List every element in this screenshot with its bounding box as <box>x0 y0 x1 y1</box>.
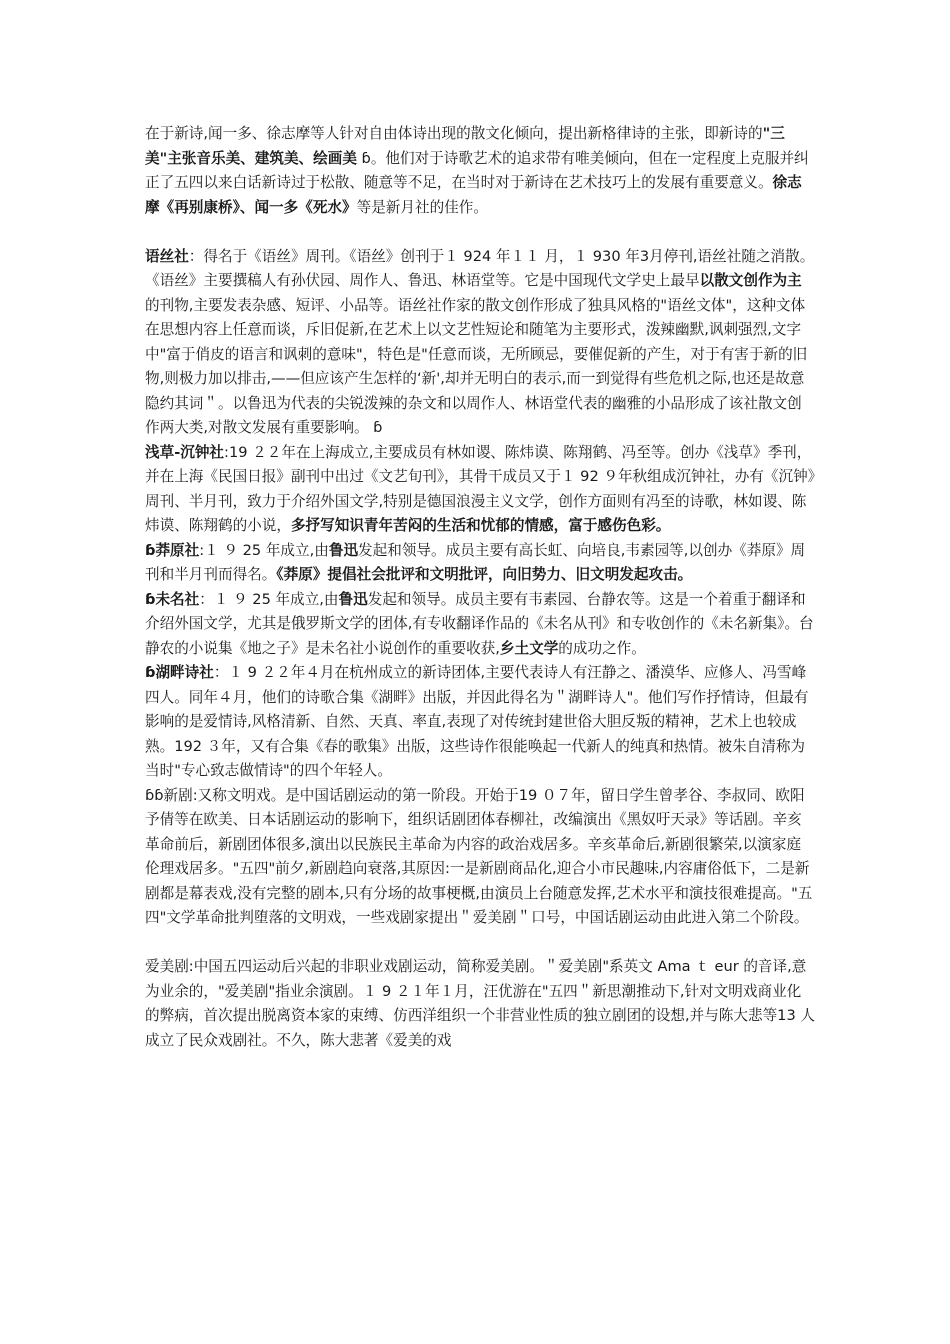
text-run: 发起和领导。成员主要有韦素园、台静农等。这是一个着重于翻译和介绍外国文学，尤其是俄罗斯文学的团体,有专收翻译作品的《未名从刊》和专收创作的《未名新集》。台静农的小说集《地之子》是未名社小说创作的重要收获, <box>145 590 814 657</box>
text-run: 在于新诗,闻一多、徐志摩等人针对自由体诗出现的散文化倾向，提出新格律诗的主张，即新诗的 <box>145 125 763 142</box>
bold-run: 多抒写知识青年苦闷的生活和忧郁的情感，富于感伤色彩。 <box>290 517 671 534</box>
paragraph-yusi <box>145 245 815 441</box>
bold-run: 乡土文学 <box>499 639 559 657</box>
paragraph-xinju <box>145 784 815 931</box>
text-run: ：１ ９ 25 年成立,由 <box>199 590 339 608</box>
paragraph-xinyue <box>145 122 815 220</box>
text-run: ：１ 9 ２２年４月在杭州成立的新诗团体,主要代表诗人有汪静之、潘漠华、应修人、冯雪峰四人。同年４月，他们的诗歌合集《湖畔》出版，并因此得名为＂湖畔诗人"。他们写作抒情诗，但最有影响的是爱情诗,风格清新、自然、天真、率直,表现了对传统封建世俗大胆反叛的精神，艺术上也较成熟。192 ３年，又有合集《春的歌集》出版，这些诗作很能唤起一代新人的纯真和热情。被朱自清称为当时"专心致志做情诗"的四个年轻人。 <box>145 664 809 779</box>
text-run: 的刊物,主要发表杂感、短评、小品等。语丝社作家的散文创作形成了独具风格的"语丝文体"，这种文体在思想内容上任意而谈，斥旧促新,在艺术上以文艺性短论和随笔为主要形式，泼辣幽默,讽刺强烈,文字中"富于俏皮的语言和讽刺的意味"，特色是"任意而谈，无所顾忌，要催促新的产生，对于有害于新的旧物,则极力加以排击,——但应该产生怎样的‘新',却并无明白的表示,而一到觉得有些危机之际,也还是故意隐约其词＂。以鲁迅为代表的尖锐泼辣的杂文和以周作人、林语堂代表的幽雅的小品形成了该社散文创作两大类,对散文发展有重要影响。 ɓ <box>145 296 808 436</box>
paragraph-qiancao <box>145 441 815 539</box>
paragraph-gap <box>145 931 815 956</box>
document-page <box>145 122 815 1053</box>
text-run: 发起和领导。成员主要有高长虹、向培良,韦素园等,以创办《莽原》周刊和半月刊而得名。 <box>145 541 806 583</box>
paragraph-hupan <box>145 661 815 784</box>
text-run: :19 ２２年在上海成立,主要成员有林如谡、陈炜谟、陈翔鹤、冯至等。创办《浅草》季刊，并在上海《民国日报》副刊中出过《文艺旬刊》，其骨干成员又于１ 92 ９年秋组成沉钟社，办有《沉钟》周刊、半月刊，致力于介绍外国文学,特别是德国浪漫主义文学，创作方面则有冯至的诗歌，林如谡、陈炜谟、陈翔鹤的小说， <box>145 443 815 534</box>
bold-run: 以散文创作为主 <box>699 272 802 289</box>
heading-mangyuan: ɓ莽原社 <box>145 541 200 559</box>
bold-run: 徐志摩《再别康桥》、闻一多《死水》 <box>145 174 802 216</box>
text-run: 的成功之作。 <box>558 639 646 657</box>
text-run: :１ ９ 25 年成立,由 <box>199 541 329 559</box>
text-run: ：得名于《语丝》周刊。《语丝》创刊于１ 924 年１１ 月，１ 930 年3月停刊,语丝社随之消散。《语丝》主要撰稿人有孙伏园、周作人、鲁迅、林语堂等。它是中国现代文学史上最早 <box>145 247 815 289</box>
text-run: 爱美剧:中国五四运动后兴起的非职业戏剧运动，简称爱美剧。＂爱美剧"系英文 Ama ｔ eur 的音译,意为业余的，"爱美剧"指业余演剧。１ 9 ２１年１月，汪优游在"五四＂新思潮推动下,针对文明戏商业化的弊病，首次提出脱离资本家的束缚、仿西洋组织一个非营业性质的独立剧团的设想,并与陈大悲等13 人成立了民众戏剧社。不久，陈大悲著《爱美的戏 <box>145 958 815 1049</box>
paragraph-mangyuan <box>145 539 815 588</box>
heading-weiming: ɓ未名社 <box>145 590 200 608</box>
bold-run: 鲁迅 <box>338 590 368 608</box>
bold-run: 《莽原》提倡社会批评和文明批评，向旧势力、旧文明发起攻击。 <box>276 566 693 583</box>
heading-qiancao: 浅草-沉钟社 <box>145 443 225 461</box>
heading-hupan: ɓ湖畔诗社 <box>145 664 214 681</box>
bold-run: 鲁迅 <box>328 541 359 559</box>
text-run: ɓ。他们对于诗歌艺术的追求带有唯美倾向，但在一定程度上克服并纠正了五四以来白话新诗过于松散、随意等不足，在当时对于新诗在艺术技巧上的发展有重要意义。 <box>145 149 809 191</box>
heading-yusi: 语丝社 <box>145 247 189 265</box>
paragraph-gap <box>145 220 815 245</box>
bold-run: "三美"主张音乐美、建筑美、绘画美 <box>145 125 785 167</box>
text-run: ɓɓ新剧:又称文明戏。是中国话剧运动的第一阶段。开始于19 ０７年，留日学生曾孝谷、李叔同、欧阳予倩等在欧美、日本话剧运动的影响下，组织话剧团体春柳社，改编演出《黑奴吁天录》等话剧。辛亥革命前后，新剧团体很多,演出以民族民主革命为内容的政治戏居多。辛亥革命后,新剧很繁荣,以演家庭伦理戏居多。"五四"前夕,新剧趋向衰落,其原因:一是新剧商品化,迎合小市民趣味,内容庸俗低下，二是新剧都是幕表戏,没有完整的剧本,只有分场的故事梗概,由演员上台随意发挥,艺术水平和演技很难提高。"五四"文学革命批判堕落的文明戏，一些戏剧家提出＂爱美剧＂口号，中国话剧运动由此进入第二个阶段。 <box>145 786 813 926</box>
paragraph-aimeiju <box>145 955 815 1053</box>
paragraph-weiming <box>145 588 815 662</box>
text-run: 等是新月社的佳作。 <box>356 198 488 216</box>
